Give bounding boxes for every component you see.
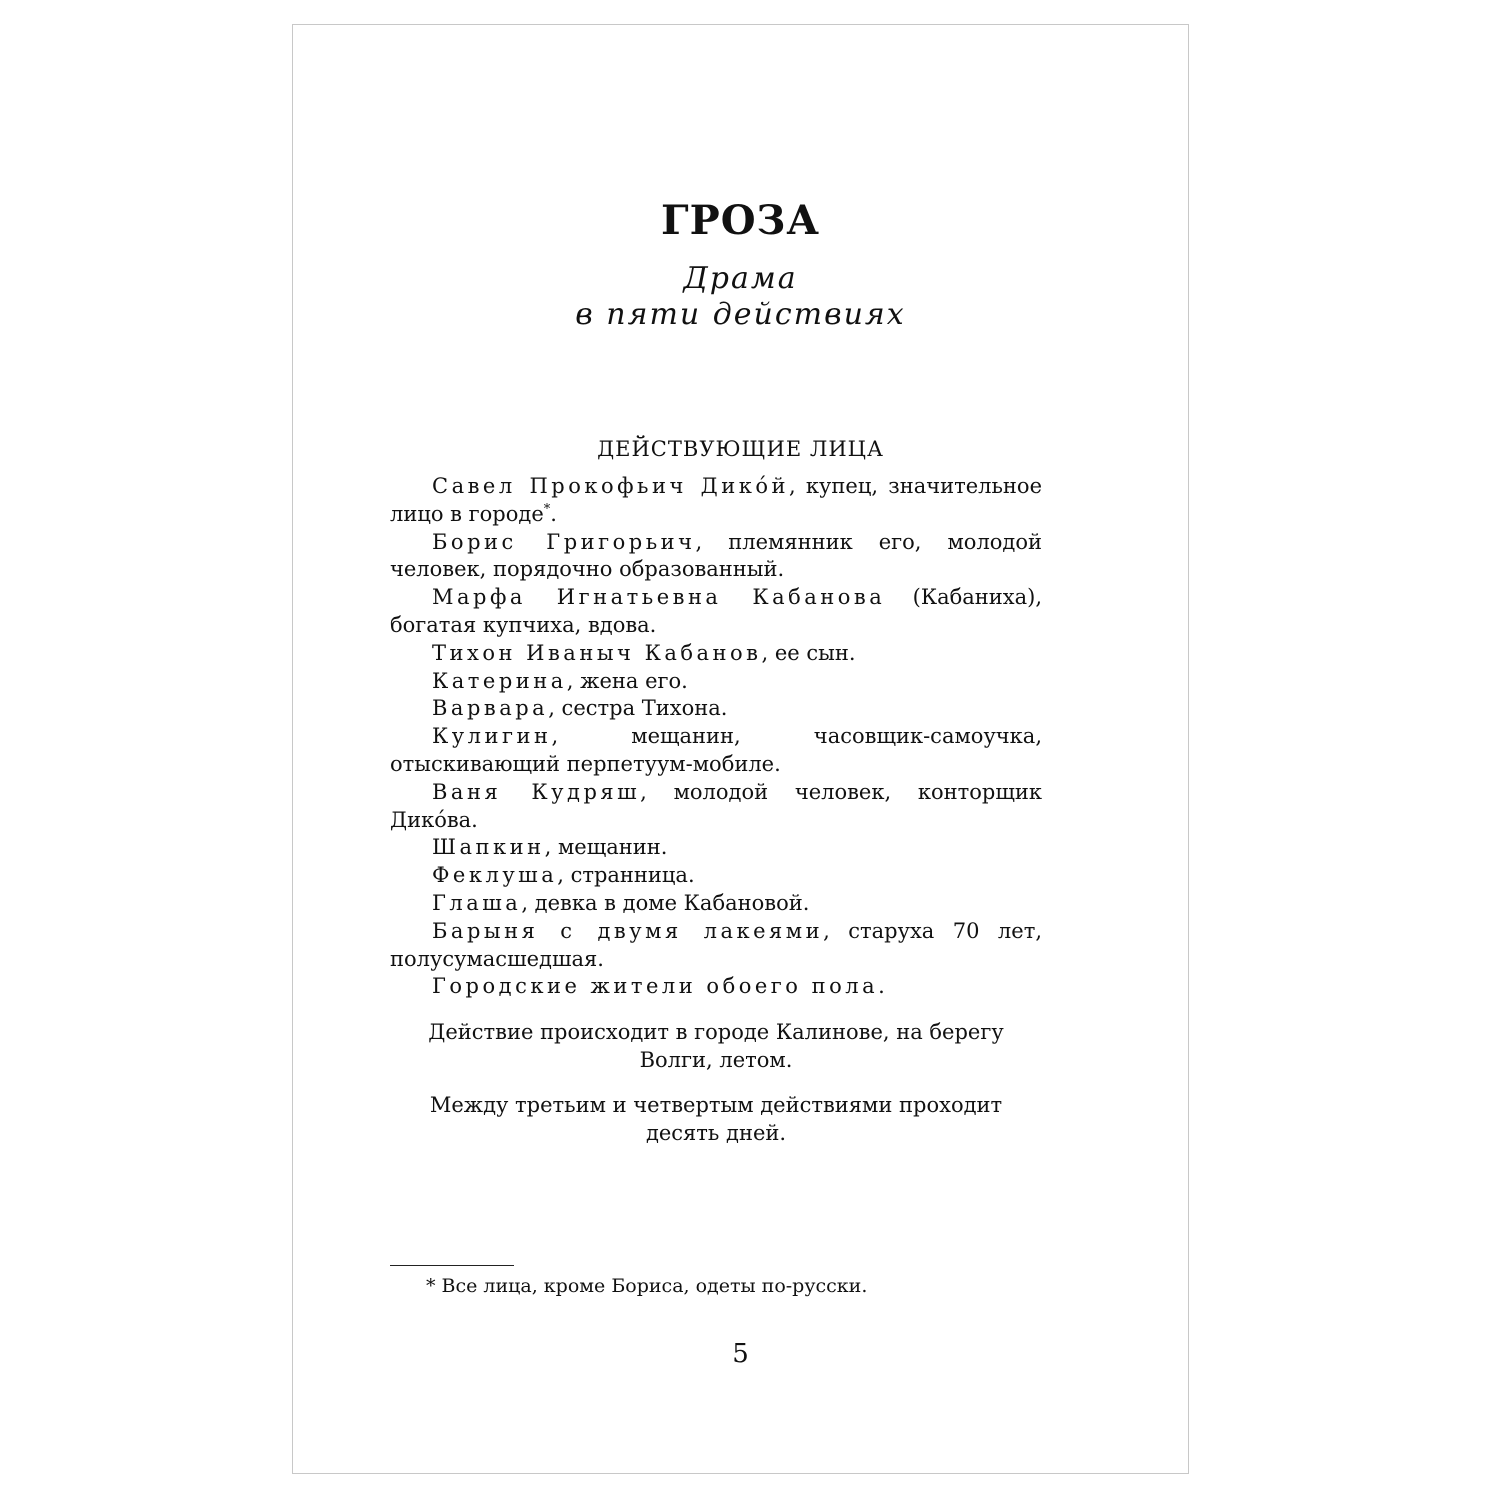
cast-description: , жена его. <box>566 668 688 693</box>
cast-entry <box>390 695 1042 723</box>
cast-name: Марфа Игнатьевна Кабанова <box>432 585 886 610</box>
cast-entry <box>390 973 1042 1001</box>
cast-entry: Савел Прокофьич Дико́й, купец, значительное лицо в городе*. <box>390 474 1042 526</box>
page-number: 5 <box>732 1339 749 1369</box>
subtitle-acts: в пяти действиях <box>575 297 906 332</box>
cast-name: Шапкин <box>432 835 545 860</box>
cast-entry <box>390 779 1042 835</box>
cast-description: (Кабаниха), богатая купчиха, вдова. <box>390 585 1043 637</box>
book-page <box>292 24 1189 1474</box>
cast-name: Ваня Кудряш <box>432 779 641 804</box>
cast-name: Борис Григорьич <box>432 529 696 554</box>
footnote-divider <box>390 1265 514 1266</box>
setting-note: Действие происходит в городе Калинове, на берегу Волги, летом. <box>428 1020 1004 1072</box>
cast-description: , сестра Тихона. <box>548 696 728 721</box>
cast-description: , мещанин, часовщик-самоучка, отыскивающий перпетуум-мобиле. <box>390 724 1042 776</box>
cast-name: Варвара <box>432 696 549 721</box>
cast-name: Катерина <box>432 668 567 693</box>
cast-name: Барыня с двумя лакеями <box>432 918 824 943</box>
cast-description: , племянник его, молодой человек, порядочно образованный. <box>390 529 1042 582</box>
cast-entry <box>390 834 1042 862</box>
cast-description: , старуха 70 лет, полусумасшедшая. <box>390 918 1042 971</box>
footnote: * Все лица, кроме Бориса, одеты по-русски. <box>426 1275 868 1297</box>
cast-entry <box>390 918 1042 974</box>
cast-entry <box>390 529 1042 585</box>
cast-name: Феклуша <box>432 863 558 888</box>
cast-name: Савел Прокофьич Дико́й <box>432 474 789 498</box>
cast-description: , молодой человек, конторщик Дико́ва. <box>390 779 1042 832</box>
cast-heading: ДЕЙСТВУЮЩИЕ ЛИЦА <box>597 437 884 461</box>
footnote-marker: * <box>543 501 551 517</box>
cast-name: Глаша <box>432 890 522 915</box>
cast-entry <box>390 890 1042 918</box>
cast-description: , странница. <box>557 863 695 888</box>
interval-note: Между третьим и четвертым действиями проходит десять дней. <box>429 1093 1003 1145</box>
cast-entry <box>390 668 1042 696</box>
cast-description: . <box>878 974 885 999</box>
cast-description: , купец, значительное лицо в городе <box>390 474 1042 526</box>
cast-description: , мещанин. <box>544 835 668 860</box>
cast-entry <box>390 640 1042 668</box>
cast-entry <box>390 862 1042 890</box>
cast-name: Тихон Иваныч Кабанов <box>432 640 762 665</box>
subtitle-genre: Драма <box>683 261 798 296</box>
cast-description: , девка в доме Кабановой. <box>521 890 810 915</box>
cast-name: Городские жители обоего пола <box>432 974 879 999</box>
cast-name: Кулигин <box>432 724 552 749</box>
cast-entry <box>390 584 1042 640</box>
cast-entry <box>390 723 1042 779</box>
cast-description: , ее сын. <box>761 640 856 665</box>
cast-list <box>390 473 1042 1001</box>
play-title: ГРОЗА <box>661 197 820 244</box>
